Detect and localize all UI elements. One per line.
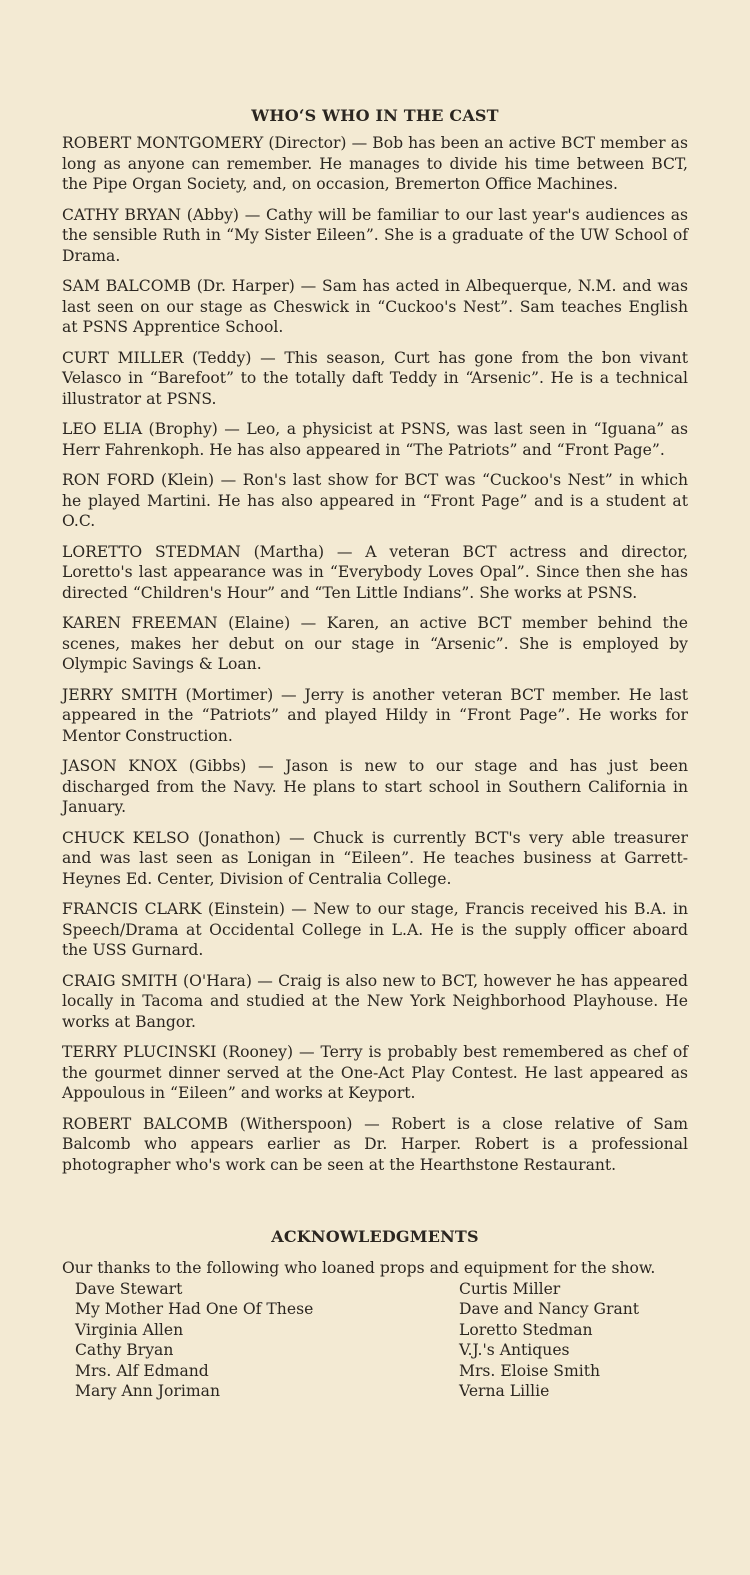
- cast-entry: ROBERT BALCOMB (Witherspoon) — Robert is a close relative of Sam Balcomb who appears earlier as Dr. Harper. Robert is a professional photographer who's work can be seen at the Hearthstone Restaurant.: [62, 1114, 688, 1174]
- cast-heading: WHO‘S WHO IN THE CAST: [251, 106, 499, 125]
- acknowledgments-section: [62, 1227, 688, 1402]
- cast-entry: TERRY PLUCINSKI (Rooney) — Terry is probably best remembered as chef of the gourmet dinner served at the One-Act Play Contest. He last appeared as Appoulous in “Eileen” and works at Keyport.: [62, 1043, 688, 1102]
- acknowledgments-right-column: [459, 1279, 639, 1402]
- cast-entry: KAREN FREEMAN (Elaine) — Karen, an active BCT member behind the scenes, makes her debut on our stage in “Arsenic”. She is employed by Olympic Savings & Loan.: [62, 614, 688, 673]
- cast-entry: JASON KNOX (Gibbs) — Jason is new to our stage and has just been discharged from the Navy. He plans to start school in Southern California in January.: [62, 757, 688, 816]
- list-item: Mrs. Alf Edmand: [75, 1361, 209, 1380]
- cast-entry: LEO ELIA (Brophy) — Leo, a physicist at PSNS, was last seen in “Iguana” as Herr Fahrenkoph. He has also appeared in “The Patriots” and “Front Page”.: [62, 420, 688, 459]
- cast-entry: CATHY BRYAN (Abby) — Cathy will be familiar to our last year's audiences as the sensible Ruth in “My Sister Eileen”. She is a graduate of the UW School of Drama.: [62, 205, 688, 265]
- list-item: Virginia Allen: [75, 1320, 184, 1339]
- cast-entry: JERRY SMITH (Mortimer) — Jerry is another veteran BCT member. He last appeared in the “Patriots” and played Hildy in “Front Page”. He works for Mentor Construction.: [62, 685, 688, 745]
- list-item: Loretto Stedman: [459, 1320, 593, 1339]
- cast-entry: CURT MILLER (Teddy) — This season, Curt has gone from the bon vivant Velasco in “Barefoot” to the totally daft Teddy in “Arsenic”. He is a technical illustrator at PSNS.: [62, 348, 688, 408]
- list-item: My Mother Had One Of These: [75, 1300, 314, 1318]
- list-item: Curtis Miller: [459, 1279, 561, 1298]
- cast-entry: SAM BALCOMB (Dr. Harper) — Sam has acted in Albequerque, N.M. and was last seen on our stage as Cheswick in “Cuckoo's Nest”. Sam teaches English at PSNS Apprentice School.: [62, 277, 688, 336]
- list-item: Verna Lillie: [459, 1382, 550, 1400]
- acknowledgments-list: [62, 1279, 688, 1402]
- acknowledgments-intro: Our thanks to the following who loaned props and equipment for the show.: [62, 1259, 656, 1277]
- list-item: Cathy Bryan: [75, 1341, 174, 1359]
- list-item: Mary Ann Joriman: [75, 1382, 220, 1400]
- cast-entry: ROBERT MONTGOMERY (Director) — Bob has been an active BCT member as long as anyone can remember. He manages to divide his time between BCT, the Pipe Organ Society, and, on occasion, Bremerton Office Machines.: [62, 134, 688, 193]
- list-item: V.J.'s Antiques: [459, 1341, 570, 1359]
- cast-section: [62, 106, 688, 1175]
- list-item: Dave and Nancy Grant: [459, 1300, 640, 1318]
- cast-entry: FRANCIS CLARK (Einstein) — New to our stage, Francis received his B.A. in Speech/Drama at Occidental College in L.A. He is the supply officer aboard the USS Gurnard.: [62, 900, 688, 959]
- list-item: Mrs. Eloise Smith: [459, 1361, 601, 1380]
- cast-entry: CHUCK KELSO (Jonathon) — Chuck is currently BCT's very able treasurer and was last seen as Lonigan in “Eileen”. He teaches business at Garrett-Heynes Ed. Center, Division of Centralia College.: [62, 828, 688, 888]
- list-item: Dave Stewart: [75, 1279, 183, 1298]
- acknowledgments-heading: ACKNOWLEDGMENTS: [271, 1227, 479, 1246]
- cast-entry: LORETTO STEDMAN (Martha) — A veteran BCT actress and director, Loretto's last appearance was in “Everybody Loves Opal”. Since then she has directed “Children's Hour” and “Ten Little Indians”. She works at PSNS.: [62, 542, 688, 602]
- cast-entry: RON FORD (Klein) — Ron's last show for BCT was “Cuckoo's Nest” in which he played Martini. He has also appeared in “Front Page” and is a student at O.C.: [62, 471, 688, 530]
- cast-entry: CRAIG SMITH (O'Hara) — Craig is also new to BCT, however he has appeared locally in Tacoma and studied at the New York Neighborhood Playhouse. He works at Bangor.: [62, 971, 688, 1031]
- acknowledgments-left-column: [75, 1279, 459, 1402]
